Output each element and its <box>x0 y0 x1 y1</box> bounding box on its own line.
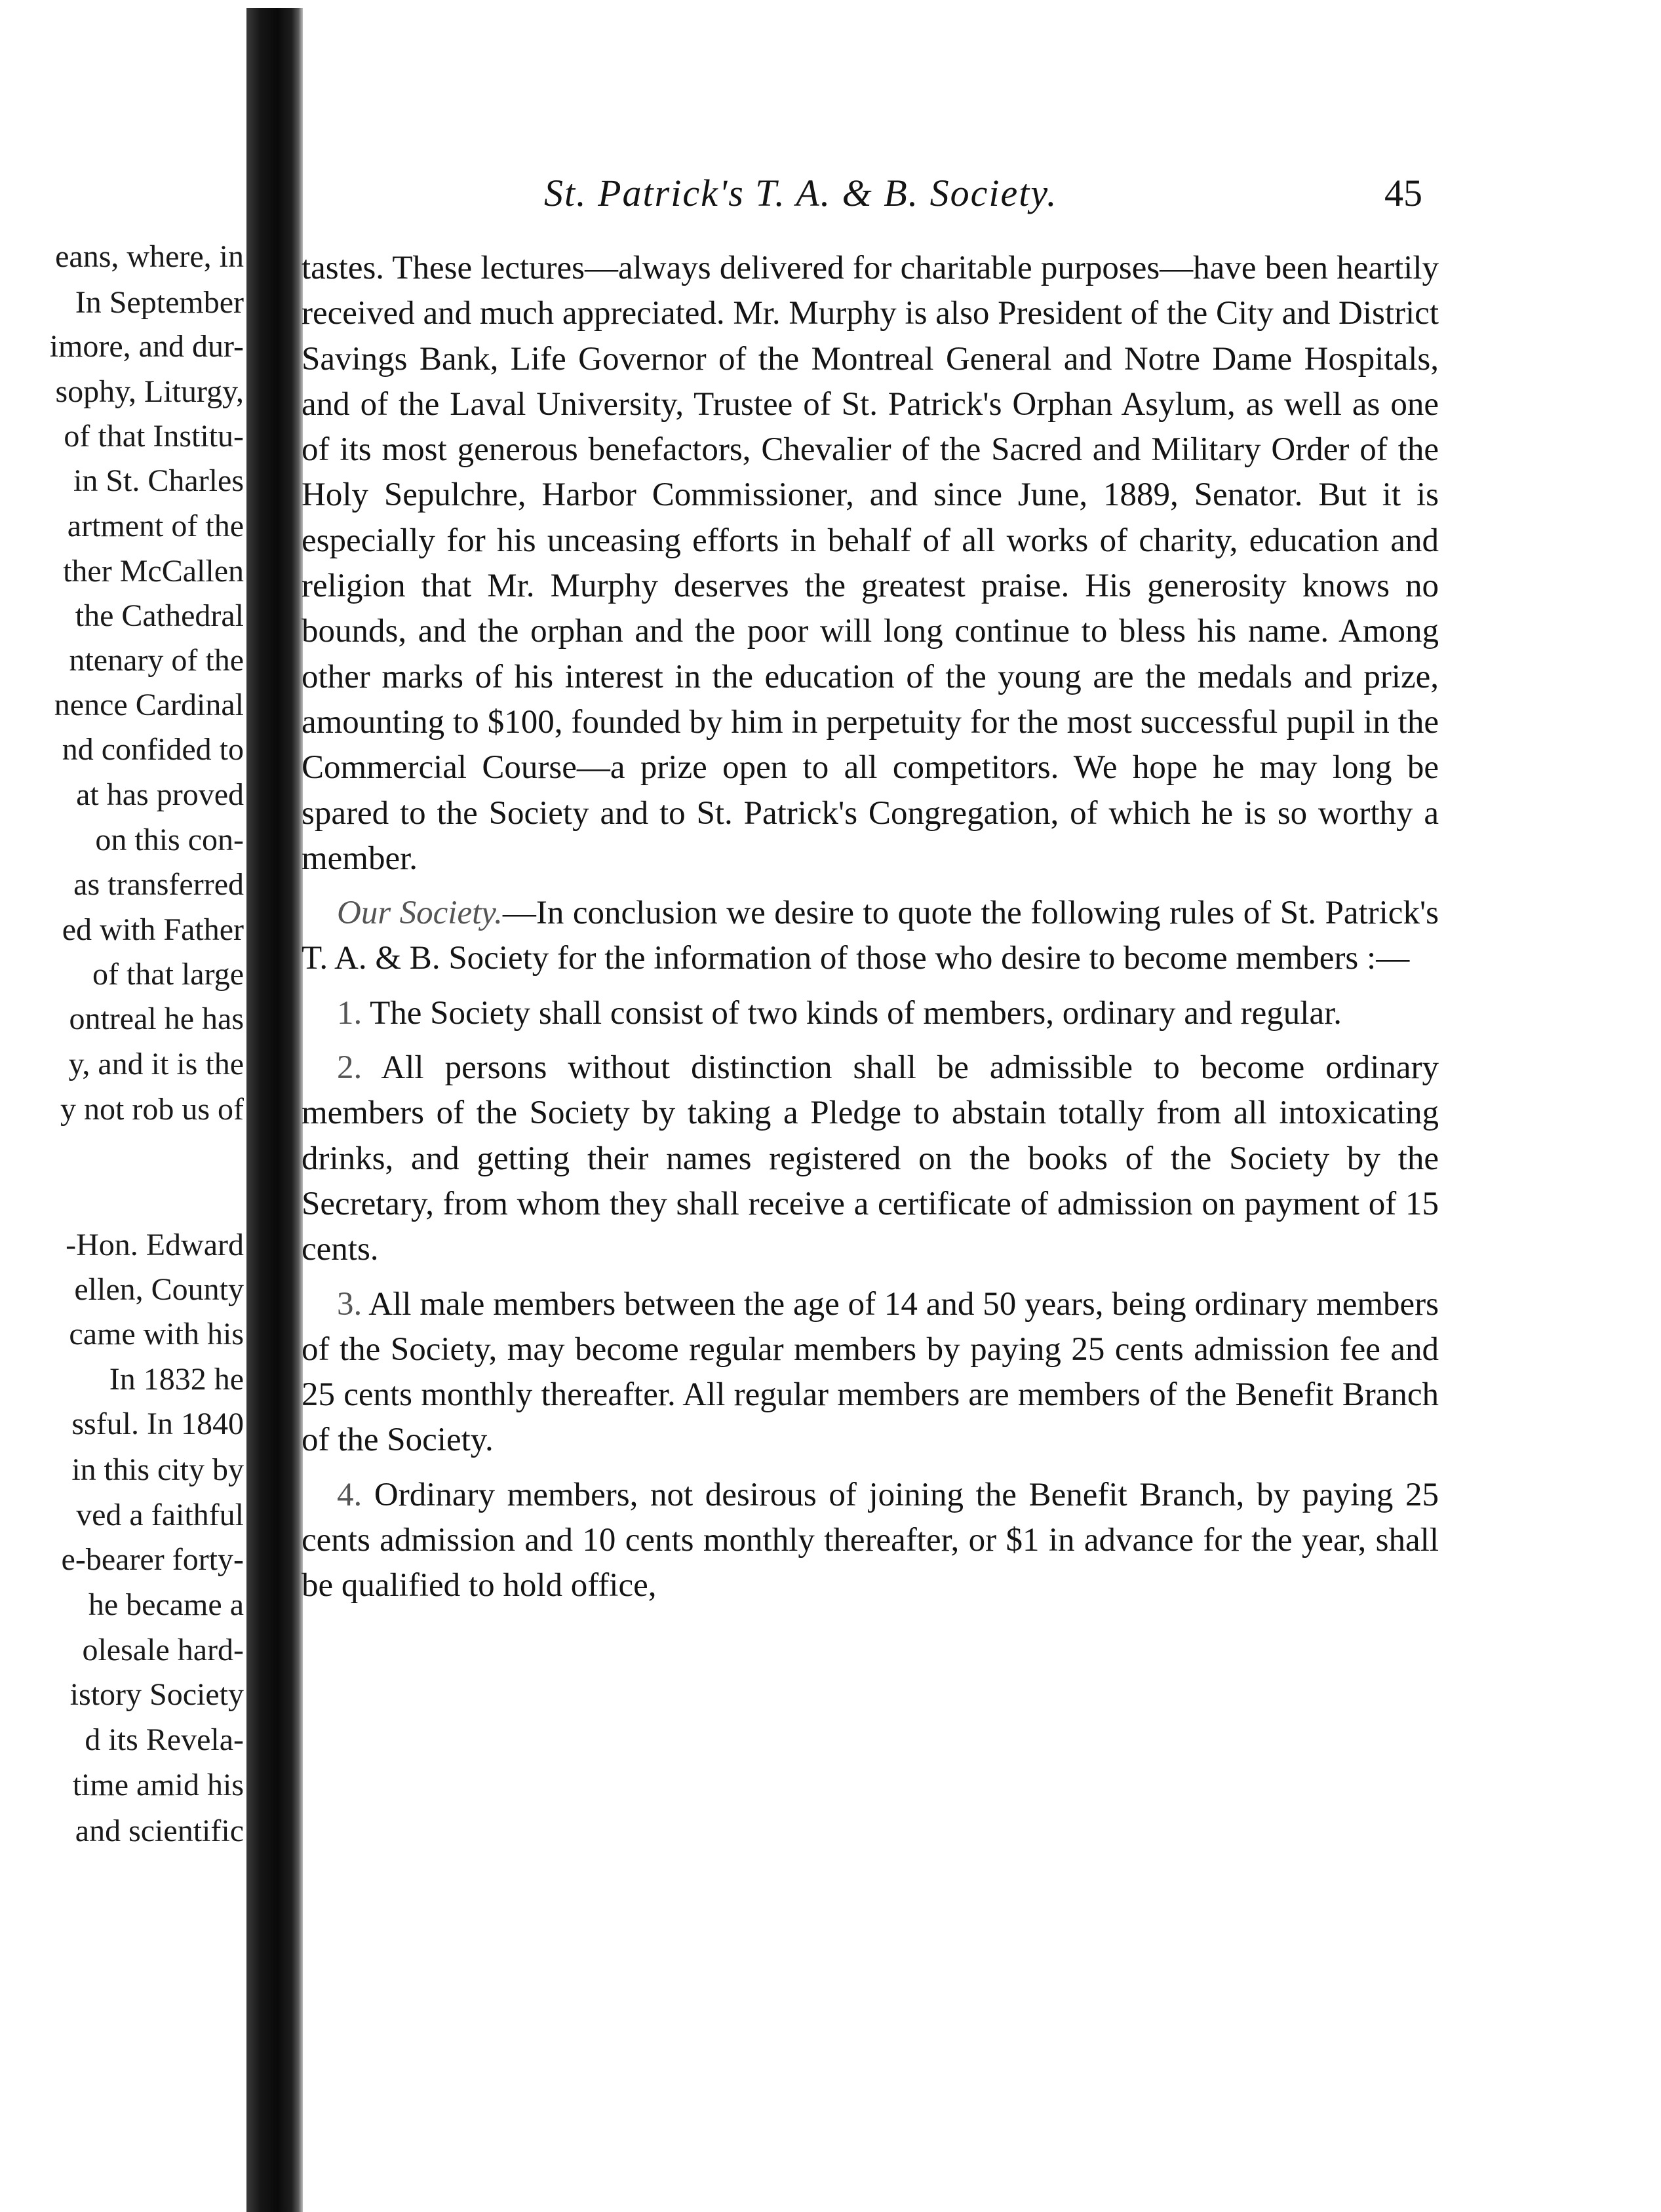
facing-page-line: d its Revela- <box>85 1722 244 1757</box>
facing-page-line: artment of the <box>67 509 244 543</box>
facing-page-line: in this city by <box>71 1452 244 1487</box>
facing-page-line: -Hon. Edward <box>66 1228 244 1262</box>
facing-page-line: of that large <box>92 957 244 992</box>
paragraph-murphy: tastes. These lectures—always delivered for charitable purposes—have been heartily received and much appreciated. Mr. Murphy is also President of the City and District Savings Bank, Life Governor of the Montreal General and Notre Dame Hospitals, and of the Laval University, Trustee of St. Patrick's Orphan Asylum, as well as one of its most generous benefactors, Chevalier of the Sacred and Military Order of the Holy Sepulchre, Harbor Commissioner, and since June, 1889, Senator. But it is especially for his unceasing efforts in behalf of all works of charity, education and religion that Mr. Murphy deserves the greatest praise. His generosity knows no bounds, and the orphan and the poor will long continue to bless his name. Among other marks of his interest in the education of the young are the medals and prize, amounting to $100, founded by him in perpetuity for the most successful pupil in the Commercial Course—a prize open to all competitors. We hope he may long be spared to the Society and to St. Patrick's Congregation, of which he is so worthy a member. <box>302 250 1439 877</box>
facing-page-line: sophy, Liturgy, <box>55 374 244 409</box>
rule-1 <box>302 991 1439 1036</box>
facing-page-line: ved a faithful <box>76 1498 244 1532</box>
facing-page-line: nence Cardinal <box>54 688 244 722</box>
rule-2 <box>302 1045 1439 1272</box>
facing-page-line: the Cathedral <box>75 598 244 633</box>
facing-page-line: e-bearer forty- <box>61 1542 244 1577</box>
facing-page-line: came with his <box>69 1317 244 1351</box>
facing-page-line: imore, and dur- <box>49 329 244 364</box>
page-number: 45 <box>1384 172 1422 214</box>
page-header <box>302 164 1442 223</box>
facing-page-line: In 1832 he <box>109 1362 244 1397</box>
facing-page-line: he became a <box>88 1587 244 1622</box>
main-text-block <box>302 246 1439 1609</box>
facing-page-line: ssful. In 1840 <box>71 1407 244 1441</box>
facing-page-line: on this con- <box>95 823 244 857</box>
facing-page-line: eans, where, in <box>55 239 244 274</box>
facing-page-line: ontreal he has <box>69 1001 244 1036</box>
facing-page-line: ntenary of the <box>69 643 244 678</box>
facing-page-line: nd confided to <box>62 732 244 767</box>
rule-number: 4. <box>337 1476 362 1513</box>
facing-page-line: y not rob us of <box>60 1092 244 1127</box>
rule-number: 2. <box>337 1049 362 1087</box>
rule-text: The Society shall consist of two kinds of members, ordinary and regular. <box>370 994 1342 1032</box>
paragraph-lead: Our Society. <box>337 895 503 932</box>
facing-page-line: and scientific <box>75 1814 244 1848</box>
facing-page-fragment <box>0 0 249 2212</box>
facing-page-line: ed with Father <box>62 912 244 947</box>
rule-3 <box>302 1282 1439 1464</box>
rule-number: 3. <box>337 1285 362 1323</box>
rule-4 <box>302 1473 1439 1609</box>
rule-number: 1. <box>337 994 362 1032</box>
facing-page-line: of that Institu- <box>64 419 244 454</box>
facing-page-line: ther McCallen <box>63 554 244 589</box>
paragraph-our-society <box>302 891 1439 982</box>
rule-text: All male members between the age of 14 and 50 years, being ordinary members of the Society, may become regular members by paying 25 cents admission fee and 25 cents monthly thereafter. All regular members are members of the Benefit Branch of the Society. <box>302 1285 1439 1459</box>
facing-page-line: time amid his <box>72 1768 244 1802</box>
facing-page-line: In September <box>75 285 244 320</box>
book-gutter <box>246 8 303 2212</box>
facing-page-line: istory Society <box>69 1677 244 1712</box>
running-head: St. Patrick's T. A. & B. Society. <box>544 172 1058 214</box>
rule-text: Ordinary members, not desirous of joining the Benefit Branch, by paying 25 cents admission and 10 cents monthly thereafter, or $1 in advance for the year, shall be qualified to hold office, <box>302 1476 1439 1604</box>
paragraph-text: —In conclusion we desire to quote the following rules of St. Patrick's T. A. & B. Society for the information of those who desire to become members :— <box>302 895 1439 977</box>
rule-text: All persons without distinction shall be admissible to become ordinary members of the Society by taking a Pledge to abstain totally from all intoxicating drinks, and getting their names registered on the books of the Society by the Secretary, from whom they shall receive a certificate of admission on payment of 15 cents. <box>302 1049 1439 1268</box>
facing-page-line: in St. Charles <box>73 463 244 498</box>
facing-page-line: olesale hard- <box>82 1633 244 1667</box>
facing-page-line: as transferred <box>73 867 244 902</box>
facing-page-line: ellen, County <box>74 1272 244 1307</box>
facing-page-line: at has proved <box>76 777 244 812</box>
facing-page-line: y, and it is the <box>68 1047 244 1081</box>
